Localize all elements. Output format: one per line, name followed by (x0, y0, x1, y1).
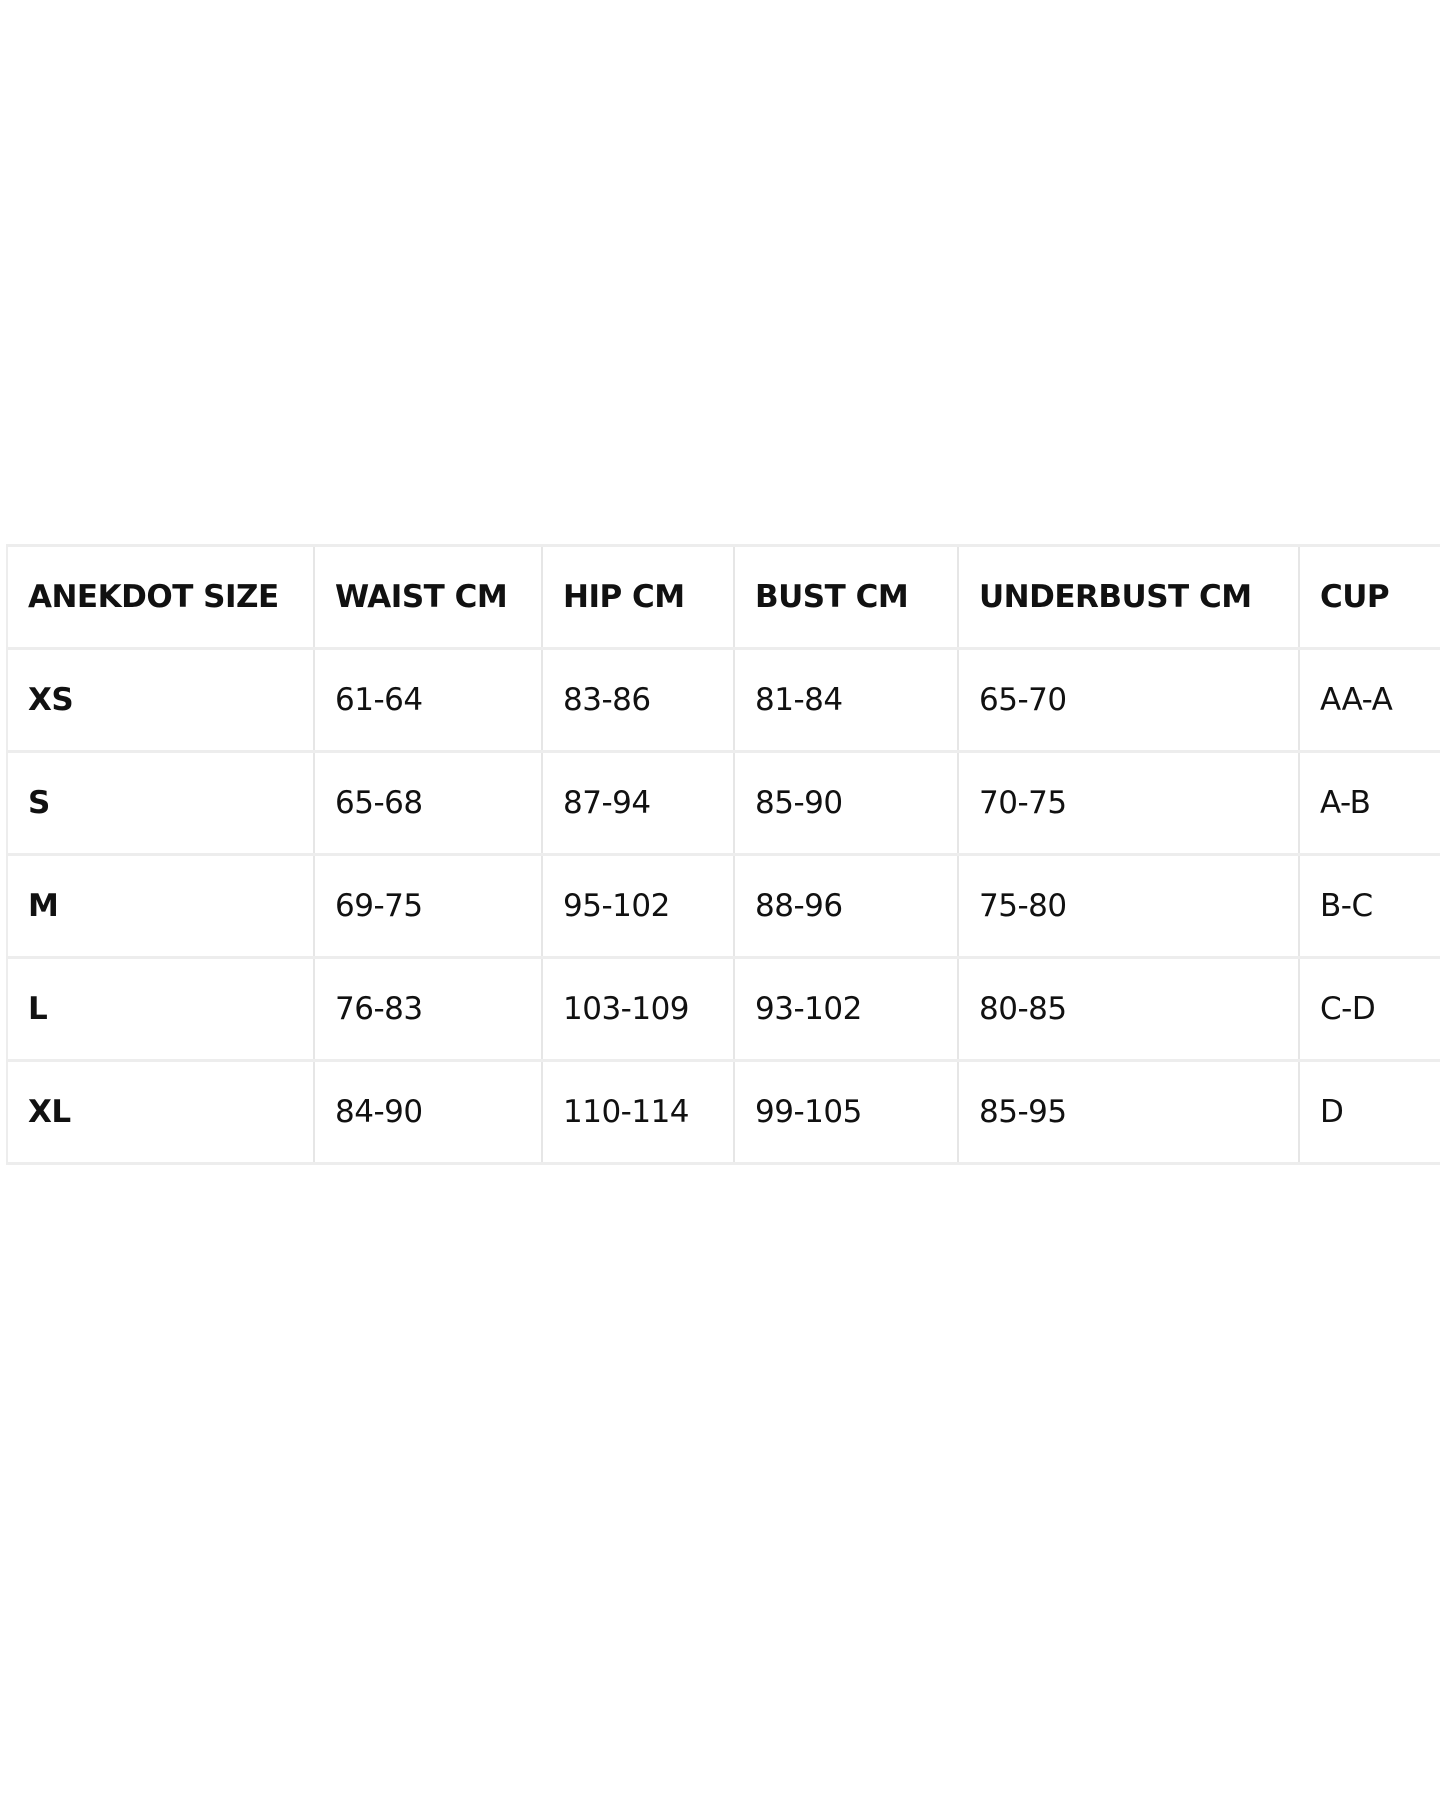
header-cup: CUP (1299, 546, 1440, 649)
header-row (7, 546, 1440, 649)
header-bust: BUST CM (734, 546, 958, 649)
size-chart-table (6, 544, 1440, 1165)
waist-cell: 65-68 (314, 752, 542, 855)
size-cell: S (7, 752, 314, 855)
waist-cell: 76-83 (314, 958, 542, 1061)
cup-cell: AA-A (1299, 649, 1440, 752)
underbust-cell: 75-80 (958, 855, 1299, 958)
underbust-cell: 70-75 (958, 752, 1299, 855)
cup-cell: A-B (1299, 752, 1440, 855)
bust-cell: 88-96 (734, 855, 958, 958)
size-cell: XL (7, 1061, 314, 1164)
size-cell: XS (7, 649, 314, 752)
underbust-cell: 65-70 (958, 649, 1299, 752)
table-row (7, 649, 1440, 752)
cup-cell: C-D (1299, 958, 1440, 1061)
underbust-cell: 85-95 (958, 1061, 1299, 1164)
header-waist: WAIST CM (314, 546, 542, 649)
table-row (7, 855, 1440, 958)
header-size: ANEKDOT SIZE (7, 546, 314, 649)
underbust-cell: 80-85 (958, 958, 1299, 1061)
bust-cell: 81-84 (734, 649, 958, 752)
cup-cell: B-C (1299, 855, 1440, 958)
bust-cell: 93-102 (734, 958, 958, 1061)
size-cell: L (7, 958, 314, 1061)
table-row (7, 1061, 1440, 1164)
size-cell: M (7, 855, 314, 958)
cup-cell: D (1299, 1061, 1440, 1164)
hip-cell: 95-102 (542, 855, 734, 958)
hip-cell: 110-114 (542, 1061, 734, 1164)
hip-cell: 87-94 (542, 752, 734, 855)
hip-cell: 83-86 (542, 649, 734, 752)
bust-cell: 99-105 (734, 1061, 958, 1164)
bust-cell: 85-90 (734, 752, 958, 855)
waist-cell: 69-75 (314, 855, 542, 958)
header-underbust: UNDERBUST CM (958, 546, 1299, 649)
waist-cell: 84-90 (314, 1061, 542, 1164)
waist-cell: 61-64 (314, 649, 542, 752)
hip-cell: 103-109 (542, 958, 734, 1061)
table-row (7, 752, 1440, 855)
table-row (7, 958, 1440, 1061)
header-hip: HIP CM (542, 546, 734, 649)
